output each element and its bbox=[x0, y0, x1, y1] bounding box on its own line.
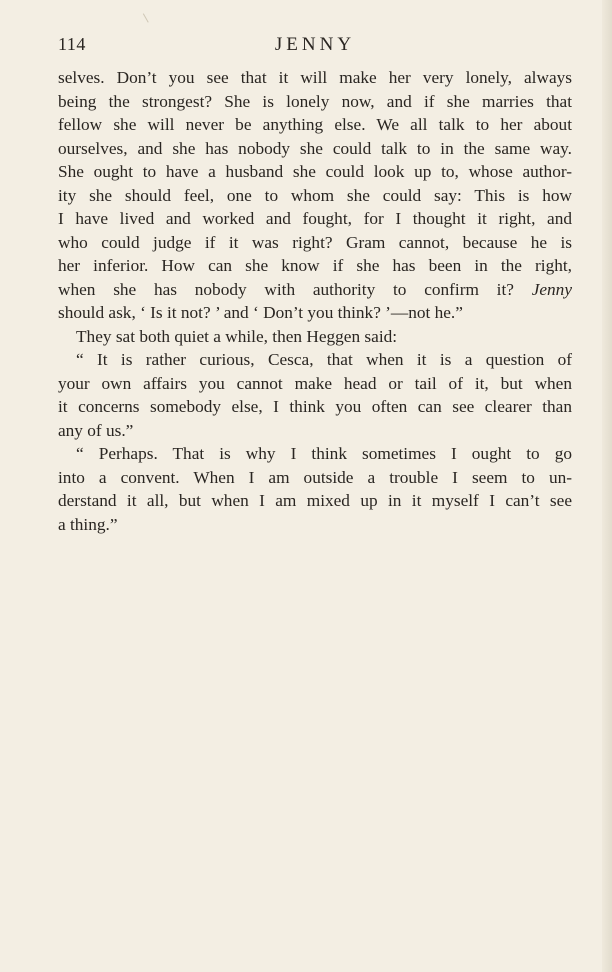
paragraph-1 bbox=[58, 66, 572, 325]
text-line: fellow she will never be anything else. We all talk to her about bbox=[58, 115, 572, 134]
text-line: I have lived and worked and fought, for I thought it right, and bbox=[58, 209, 572, 228]
text-line: selves. Don’t you see that it will make her very lonely, always bbox=[58, 68, 572, 87]
page-header bbox=[58, 34, 572, 60]
text-line: who could judge if it was right? Gram cannot, because he is bbox=[58, 232, 572, 252]
running-title: JENNY bbox=[274, 34, 356, 55]
paper-blemish bbox=[143, 11, 152, 22]
text-line-with-italic bbox=[58, 278, 572, 302]
text-line: ourselves, and she has nobody she could talk to in the same way. bbox=[58, 138, 572, 158]
text-line: She ought to have a husband she could look up to, whose author- bbox=[58, 162, 572, 181]
text-line: being the strongest? She is lonely now, and if she marries that bbox=[58, 91, 572, 111]
text-line: your own affairs you cannot make head or tail of it, but when bbox=[58, 373, 572, 393]
text-line: her inferior. How can she know if she has been in the right, bbox=[58, 256, 572, 275]
text-line: any of us.” bbox=[58, 420, 134, 440]
text-line: derstand it all, but when I am mixed up in it myself I can’t see bbox=[58, 491, 572, 510]
text-line: ity she should feel, one to whom she could say: This is how bbox=[58, 185, 572, 205]
paragraph-3 bbox=[58, 348, 572, 442]
text-line: it concerns somebody else, I think you often can see clearer than bbox=[58, 397, 572, 416]
text-line: “ It is rather curious, Cesca, that when it is a question of bbox=[76, 350, 572, 369]
paragraph-4 bbox=[58, 442, 572, 536]
text-line: a thing.” bbox=[58, 514, 118, 534]
page-edge bbox=[602, 0, 612, 972]
text-line: “ Perhaps. That is why I think sometimes I ought to go bbox=[76, 444, 572, 463]
page-number: 114 bbox=[58, 34, 86, 54]
text-line: into a convent. When I am outside a trouble I seem to un- bbox=[58, 467, 572, 487]
text-line: They sat both quiet a while, then Heggen said: bbox=[76, 326, 398, 346]
text-segment: when she has nobody with authority to confirm it? bbox=[58, 279, 514, 299]
italic-name: Jenny bbox=[531, 279, 572, 299]
body-text bbox=[58, 66, 572, 536]
paragraph-2 bbox=[58, 325, 572, 349]
text-line: should ask, ‘ Is it not? ’ and ‘ Don’t you think? ’—not he.” bbox=[58, 303, 463, 322]
